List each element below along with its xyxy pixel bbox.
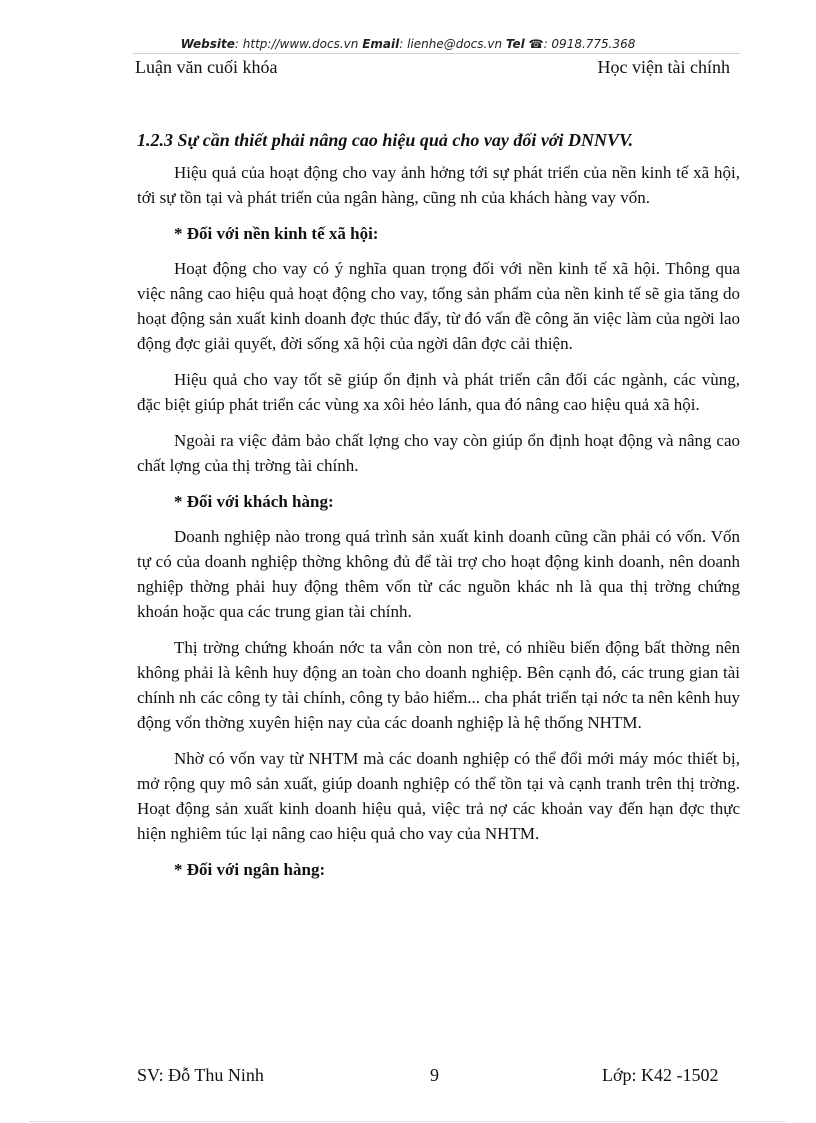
website-label: Website — [180, 37, 235, 51]
economy-heading: * Đối với nền kinh tế xã hội: — [174, 224, 379, 243]
bottom-dotted-rule — [30, 1121, 786, 1122]
customers-heading: * Đối với khách hàng: — [174, 492, 334, 511]
page-number: 9 — [430, 1065, 439, 1085]
tel-label: Tel — [505, 37, 525, 51]
page-body — [137, 130, 740, 892]
section-title: 1.2.3 Sự cần thiết phải nâng cao hiệu quả cho vay đối với DNNVV. — [137, 130, 634, 150]
tel-value: : 0918.775.368 — [543, 37, 636, 51]
economy-paragraph-3: Ngoài ra việc đảm bảo chất lợng cho vay còn giúp ổn định hoạt động và nâng cao chất lợng của thị trờng tài chính. — [137, 431, 740, 475]
site-contact-bar — [0, 37, 816, 51]
header-divider — [133, 53, 740, 54]
intro-paragraph: Hiệu quả của hoạt động cho vay ảnh hởng tới sự phát triển của nền kinh tế xã hội, tới sự tồn tại và phát triển của ngân hàng, cũng nh của khách hàng vay vốn. — [137, 163, 740, 207]
economy-paragraph-2: Hiệu quả cho vay tốt sẽ giúp ổn định và phát triển cân đối các ngành, các vùng, đặc biệt giúp phát triển các vùng xa xôi hẻo lánh, qua đó nâng cao hiệu quả xã hội. — [137, 370, 740, 414]
economy-paragraph-1: Hoạt động cho vay có ý nghĩa quan trọng đối với nền kinh tế xã hội. Thông qua việc nâng cao hiệu quả hoạt động cho vay, tổng sản phẩm của nền kinh tế sẽ gia tăng do hoạt động sản xuất kinh doanh đợc thúc đẩy, từ đó vấn đề công ăn việc làm của ngời lao động đợc giải quyết, đời sống xã hội của ngời dân đợc cải thiện. — [137, 259, 740, 353]
banks-heading: * Đối với ngân hàng: — [174, 860, 326, 879]
customers-paragraph-1: Doanh nghiệp nào trong quá trình sản xuất kinh doanh cũng cần phải có vốn. Vốn tự có của doanh nghiệp thờng không đủ để tài trợ cho hoạt động kinh doanh, nên doanh nghiệp thờng phải huy động thêm vốn từ các nguồn khác nh là qua thị trờng chứng khoán hoặc qua các trung gian tài chính. — [137, 527, 740, 621]
website-value[interactable]: : http://www.docs.vn — [234, 37, 359, 51]
running-header-left: Luận văn cuối khóa — [135, 57, 278, 77]
running-header-right: Học viện tài chính — [597, 57, 730, 77]
footer-student: SV: Đỗ Thu Ninh — [137, 1065, 264, 1085]
phone-icon: ☎ — [528, 37, 544, 51]
customers-paragraph-2: Thị trờng chứng khoán nớc ta vẫn còn non trẻ, có nhiều biến động bất thờng nên không phải là kênh huy động an toàn cho doanh nghiệp. Bên cạnh đó, các trung gian tài chính nh các công ty tài chính, công ty bảo hiểm... cha phát triển tại nớc ta nên kênh huy động vốn thờng xuyên hiện nay của các doanh nghiệp là hệ thống NHTM. — [137, 638, 740, 732]
customers-paragraph-3: Nhờ có vốn vay từ NHTM mà các doanh nghiệp có thể đổi mới máy móc thiết bị, mở rộng quy mô sản xuất, giúp doanh nghiệp có thể tồn tại và cạnh tranh trên thị trờng. Hoạt động sản xuất kinh doanh hiệu quả, việc trả nợ các khoản vay đến hạn đợc thực hiện nghiêm túc lại nâng cao hiệu quả cho vay của NHTM. — [137, 749, 740, 843]
email-value[interactable]: : lienhe@docs.vn — [399, 37, 503, 51]
email-label: Email — [362, 37, 400, 51]
footer-class: Lớp: K42 -1502 — [602, 1065, 719, 1085]
